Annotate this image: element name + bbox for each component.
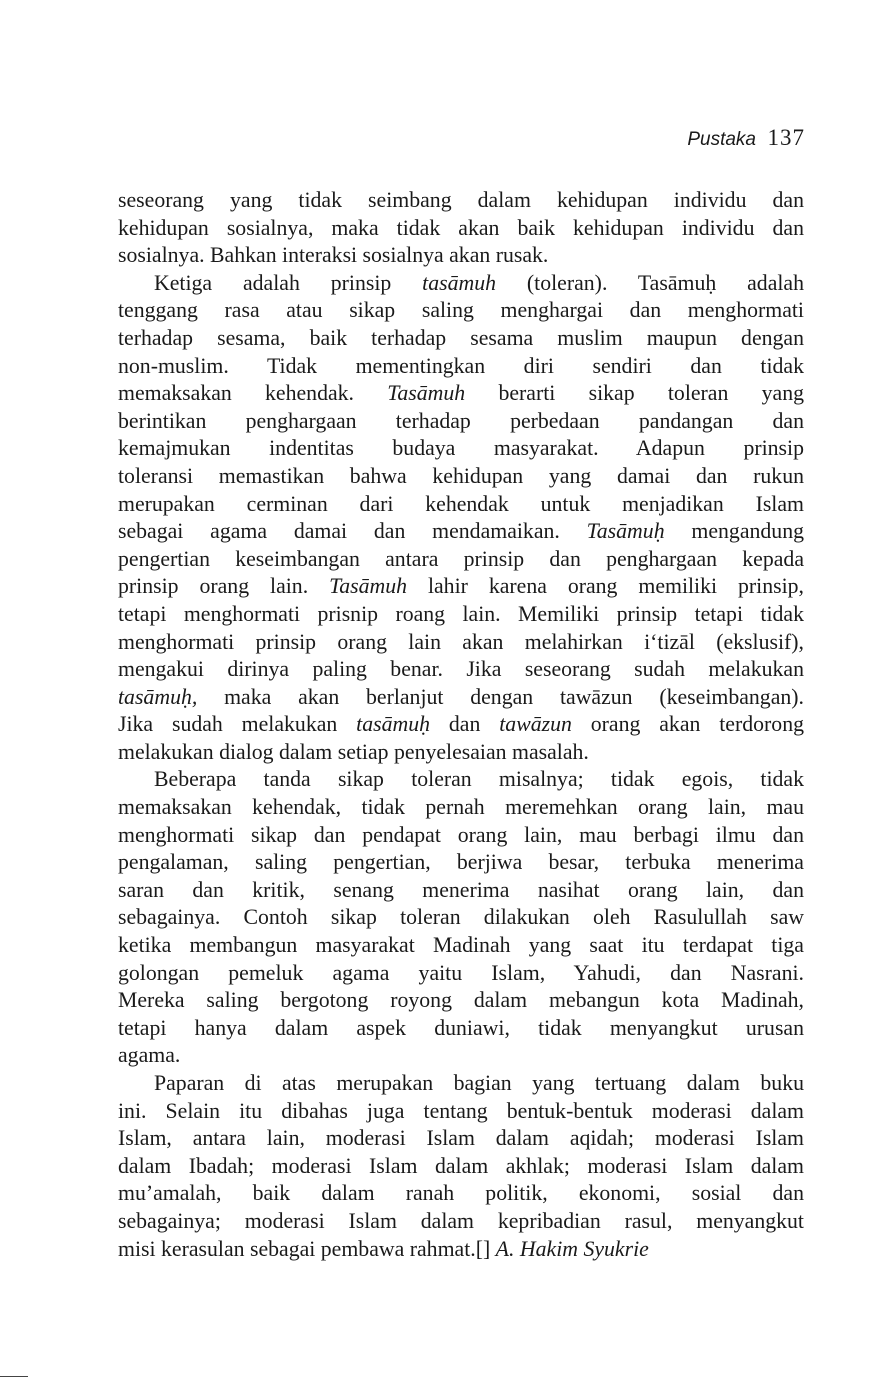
running-title: Pustaka (687, 129, 756, 150)
text-segment: berarti sikap toleran yang (465, 381, 804, 406)
text-segment: orang akan terdorong (571, 712, 804, 737)
text-segment: memaksakan kehendak. (118, 381, 388, 406)
text-segment: dan (430, 712, 500, 737)
text-line: sosialnya. Bahkan interaksi sosialnya akan rusak. (118, 243, 549, 268)
text-line (118, 518, 804, 546)
text-line: sebagainya; moderasi Islam dalam kepribadian rasul, menyangkut (118, 1208, 804, 1233)
text-segment: (toleran). Tasāmuḥ adalah (496, 270, 804, 295)
text-segment: mengandung (664, 519, 804, 544)
text-line (118, 1236, 804, 1264)
text-line: tetapi menghormati prisnip roang lain. Memiliki prinsip tetapi tidak (118, 601, 804, 626)
text-segment: sebagai agama damai dan mendamaikan. (118, 519, 587, 544)
text-line: golongan pemeluk agama yaitu Islam, Yahudi, dan Nasrani. (118, 960, 804, 985)
text-line: dalam Ibadah; moderasi Islam dalam akhlak; moderasi Islam dalam (118, 1153, 804, 1178)
text-line: tenggang rasa atau sikap saling menghargai dan menghormati (118, 298, 804, 323)
text-line: terhadap sesama, baik terhadap sesama muslim maupun dengan (118, 325, 804, 350)
text-line: Mereka saling bergotong royong dalam mebangun kota Madinah, (118, 988, 804, 1013)
text-line: ketika membangun masyarakat Madinah yang saat itu terdapat tiga (118, 933, 804, 958)
text-line: pengertian keseimbangan antara prinsip dan penghargaan kepada (118, 546, 804, 571)
text-line: pengalaman, saling pengertian, berjiwa besar, terbuka menerima (118, 850, 804, 875)
text-line: kehidupan sosialnya, maka tidak akan baik kehidupan individu dan (118, 215, 804, 240)
text-line: berintikan penghargaan terhadap perbedaan pandangan dan (118, 408, 804, 433)
text-line: menghormati prinsip orang lain akan melahirkan i‘tizāl (ekslusif), (118, 629, 804, 654)
page-number: 137 (767, 125, 805, 150)
text-line: agama. (118, 1043, 181, 1068)
text-line: Islam, antara lain, moderasi Islam dalam aqidah; moderasi Islam (118, 1126, 804, 1151)
text-segment: maka akan berlanjut dengan tawāzun (keseimbangan). (197, 684, 804, 709)
text-line: melakukan dialog dalam setiap penyelesaian masalah. (118, 739, 589, 764)
text-line (118, 573, 804, 601)
text-line: seseorang yang tidak seimbang dalam kehidupan individu dan (118, 188, 804, 212)
text-line: sebagainya. Contoh sikap toleran dilakukan oleh Rasulullah saw (118, 905, 804, 930)
italic-term: Tasāmuḥ (586, 519, 665, 544)
italic-term: tasāmuḥ, (118, 684, 198, 709)
text-line: memaksakan kehendak, tidak pernah meremehkan orang lain, mau (118, 795, 804, 820)
text-line: mengakui dirinya paling benar. Jika seseorang sudah melakukan (118, 657, 804, 682)
italic-term: tawāzun (499, 712, 572, 737)
text-line: menghormati sikap dan pendapat orang lain, mau berbagi ilmu dan (118, 822, 804, 847)
page-header (687, 123, 805, 155)
text-segment: misi kerasulan sebagai pembawa rahmat.[] (118, 1236, 496, 1261)
text-line: merupakan cerminan dari kehendak untuk menjadikan Islam (118, 491, 804, 516)
text-line (118, 684, 804, 712)
text-segment: Ketiga adalah prinsip (154, 270, 423, 295)
text-line: non-muslim. Tidak mementingkan diri sendiri dan tidak (118, 353, 804, 378)
text-line: ini. Selain itu dibahas juga tentang bentuk-bentuk moderasi dalam (118, 1098, 804, 1123)
italic-term: tasāmuḥ (356, 712, 431, 737)
footer-rule (0, 1376, 28, 1377)
text-line: Paparan di atas merupakan bagian yang tertuang dalam buku (154, 1071, 804, 1095)
text-line: tetapi hanya dalam aspek duniawi, tidak menyangkut urusan (118, 1015, 804, 1040)
body-text (118, 187, 804, 1263)
text-line: mu’amalah, baik dalam ranah politik, ekonomi, sosial dan (118, 1181, 804, 1206)
italic-term: Tasāmuh (387, 381, 466, 406)
text-line: kemajmukan indentitas budaya masyarakat. Adapun prinsip (118, 436, 804, 461)
text-line (118, 711, 804, 739)
text-line: Beberapa tanda sikap toleran misalnya; tidak egois, tidak (154, 767, 804, 792)
text-segment: Jika sudah melakukan (118, 712, 357, 737)
text-line: saran dan kritik, senang menerima nasihat orang lain, dan (118, 877, 804, 902)
text-line: toleransi memastikan bahwa kehidupan yang damai dan rukun (118, 463, 804, 488)
italic-term: tasāmuh (422, 270, 497, 295)
text-line (118, 380, 804, 408)
text-line (118, 270, 804, 298)
text-segment: lahir karena orang memiliki prinsip, (407, 574, 804, 599)
italic-term: A. Hakim Syukrie (495, 1236, 649, 1261)
text-segment: prinsip orang lain. (118, 574, 330, 599)
italic-term: Tasāmuh (329, 574, 408, 599)
